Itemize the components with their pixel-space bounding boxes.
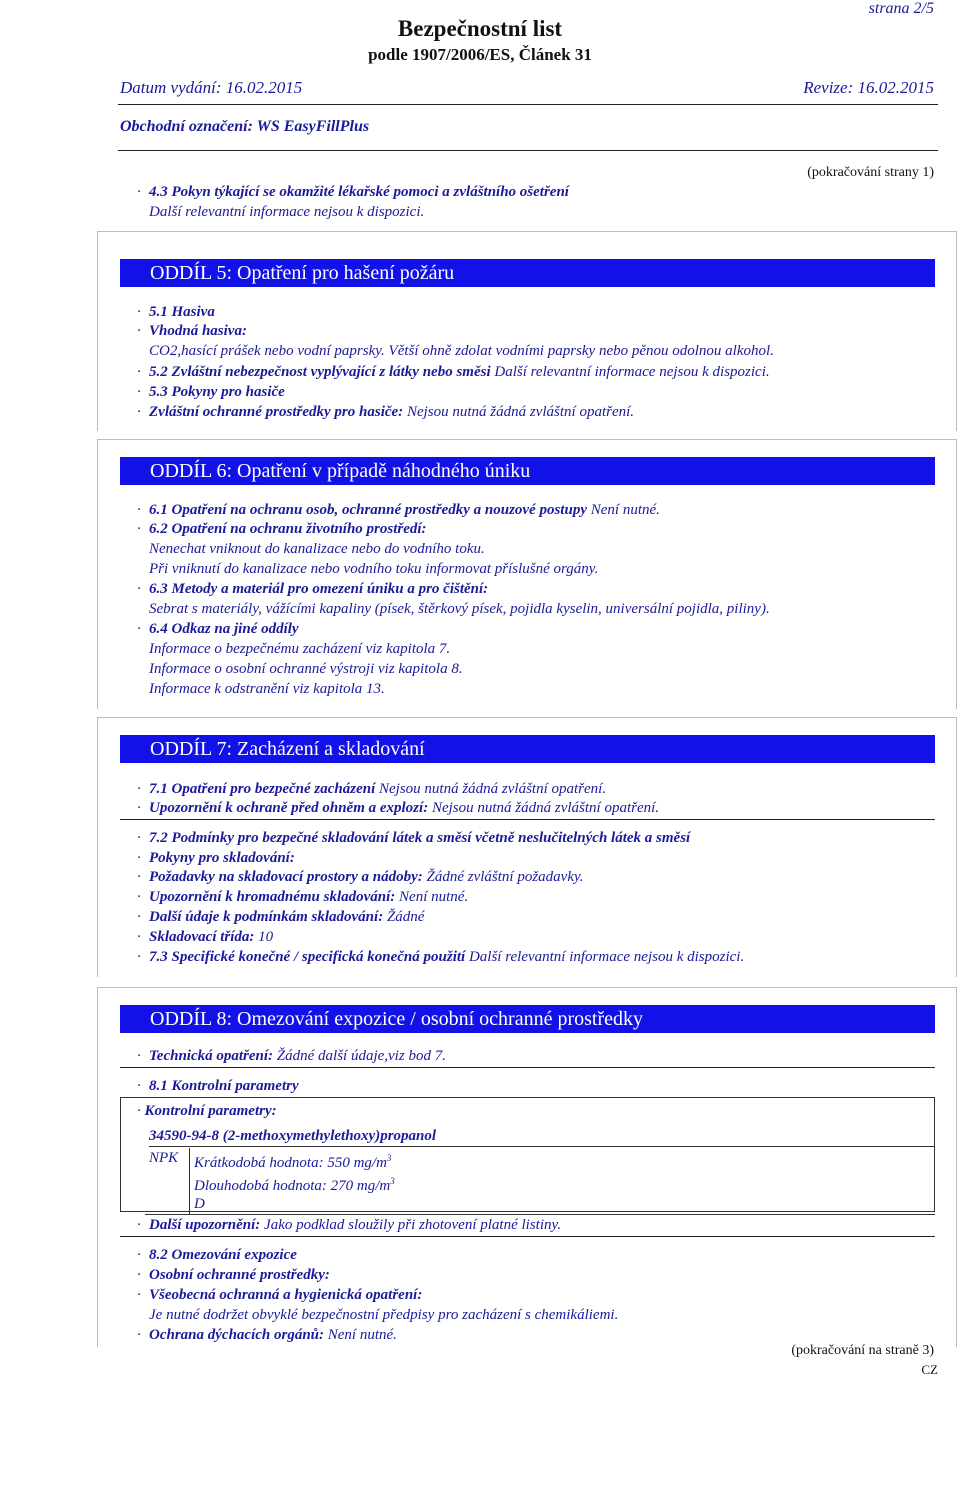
s7-storage-label: Pokyny pro skladování: <box>149 850 295 866</box>
bullet-dot: · <box>137 909 141 925</box>
section-7-title: ODDÍL 7: Zacházení a skladování <box>120 735 935 763</box>
bullet-dot: · <box>137 581 141 597</box>
s7-class-line: Skladovací třída: 10 <box>149 929 274 945</box>
bullet-dot: · <box>137 521 141 537</box>
s7-1-line: 7.1 Opatření pro bezpečné zacházení Nejsou nutná žádná zvláštní opatření. <box>149 781 607 797</box>
npk-cell: NPK <box>145 1148 190 1215</box>
bullet-dot: · <box>137 502 141 518</box>
revision-date: Revize: 16.02.2015 <box>803 78 934 97</box>
d-note: D <box>194 1196 205 1212</box>
bullet-dot: · <box>137 364 141 380</box>
limits-cell <box>190 1148 936 1215</box>
s6-4-text-c: Informace k odstranění viz kapitola 13. <box>149 681 385 697</box>
bullet-dot: · <box>137 184 141 200</box>
s8-hyg-text: Je nutné dodržet obvyklé bezpečnostní předpisy pro zacházení s chemikáliemi. <box>149 1307 619 1323</box>
s5-suitable-text: CO2,hasící prášek nebo vodní paprsky. Větší ohně zdolat vodními paprsky nebo pěnou odolnou alkohol. <box>149 343 774 359</box>
bullet-dot: · <box>137 1217 141 1233</box>
substance-name: 34590-94-8 (2-methoxymethylethoxy)propanol <box>149 1128 437 1144</box>
bullet-dot: · <box>137 1267 141 1283</box>
s7-2-heading: 7.2 Podmínky pro bezpečné skladování látek a směsí včetně neslučitelných látek a směsí <box>149 830 691 846</box>
bullet-dot: · <box>137 889 141 905</box>
page-number: strana 2/5 <box>868 0 934 17</box>
s6-1-line: 6.1 Opatření na ochranu osob, ochranné prostředky a nouzové postupy Není nutné. <box>149 502 660 518</box>
bullet-dot: · <box>137 850 141 866</box>
header-divider-2 <box>118 150 938 151</box>
bullet-dot: · <box>137 781 141 797</box>
bullet-dot: · <box>137 869 141 885</box>
section-6-title: ODDÍL 6: Opatření v případě náhodného úniku <box>120 457 935 485</box>
s6-2-text-a: Nenechat vniknout do kanalizace nebo do vodního toku. <box>149 541 485 557</box>
bullet-dot: · <box>137 1287 141 1303</box>
s7-separator <box>120 819 935 820</box>
s8-resp-line: Ochrana dýchacích orgánů: Není nutné. <box>149 1327 397 1343</box>
s6-2-heading: 6.2 Opatření na ochranu životního prostředí: <box>149 521 427 537</box>
s6-4-text-a: Informace o bezpečnému zacházení viz kapitola 7. <box>149 641 451 657</box>
bullet-dot: · <box>137 830 141 846</box>
bullet-dot: · <box>137 304 141 320</box>
long-term-value: Dlouhodobá hodnota: 270 $mg/m^3$ <box>194 1176 395 1194</box>
bullet-dot: · <box>137 384 141 400</box>
s7-req-line: Požadavky na skladovací prostory a nádoby: Žádné zvláštní požadavky. <box>149 869 584 885</box>
section-8-title: ODDÍL 8: Omezování expozice / osobní ochranné prostředky <box>120 1005 935 1033</box>
s8-2-heading: 8.2 Omezování expozice <box>149 1247 297 1263</box>
section-5-title: ODDÍL 5: Opatření pro hašení požáru <box>120 259 935 287</box>
control-params-label: · Kontrolní parametry: <box>137 1103 277 1119</box>
s7-3-line: 7.3 Specifické konečné / specifická konečná použití Další relevantní informace nejsou k dispozici. <box>149 949 745 965</box>
bullet-dot: · <box>137 949 141 965</box>
language-code: CZ <box>921 1362 938 1377</box>
s5-1-heading: 5.1 Hasiva <box>149 304 215 320</box>
document-subtitle: podle 1907/2006/ES, Článek 31 <box>368 45 592 64</box>
s5-2-line: 5.2 Zvláštní nebezpečnost vyplývající z látky nebo směsi Další relevantní informace nejsou k dispozici. <box>149 364 770 380</box>
bullet-dot: · <box>137 621 141 637</box>
issue-date: Datum vydání: 16.02.2015 <box>120 78 303 97</box>
continued-to: (pokračování na straně 3) <box>791 1343 934 1358</box>
trade-name: Obchodní označení: WS EasyFillPlus <box>120 118 370 135</box>
s8-hyg-label: Všeobecná ochranná a hygienická opatření: <box>149 1287 423 1303</box>
exposure-limits-table <box>145 1148 935 1215</box>
s8-tech-line: Technická opatření: Žádné další údaje,viz bod 7. <box>149 1048 446 1064</box>
header-divider <box>118 104 938 105</box>
short-term-value: Krátkodobá hodnota: 550 $mg/m^3$ <box>194 1153 392 1171</box>
s4-3-heading: 4.3 Pokyn týkající se okamžité lékařské pomoci a zvláštního ošetření <box>149 184 569 200</box>
s7-fire-line: Upozornění k ochraně před ohněm a explozí: Nejsou nutná žádná zvláštní opatření. <box>149 800 660 816</box>
s8-separator-2 <box>120 1236 935 1237</box>
bullet-dot: · <box>137 929 141 945</box>
table-row <box>145 1148 935 1215</box>
s8-ppe-label: Osobní ochranné prostředky: <box>149 1267 330 1283</box>
s6-4-heading: 6.4 Odkaz na jiné oddíly <box>149 621 299 637</box>
s4-3-text: Další relevantní informace nejsou k dispozici. <box>149 204 425 220</box>
continued-from: (pokračování strany 1) <box>807 165 934 180</box>
bullet-dot: · <box>137 323 141 339</box>
s8-add-line: Další upozornění: Jako podklad sloužily při zhotovení platné listiny. <box>149 1217 562 1233</box>
s6-3-heading: 6.3 Metody a materiál pro omezení úniku a pro čištění: <box>149 581 489 597</box>
document-title: Bezpečnostní list <box>397 16 563 41</box>
bullet-dot: · <box>137 404 141 420</box>
bullet-dot: · <box>137 800 141 816</box>
s5-suitable-label: Vhodná hasiva: <box>149 323 247 339</box>
s8-separator <box>120 1067 935 1068</box>
bullet-dot: · <box>137 1327 141 1343</box>
s7-common-line: Upozornění k hromadnému skladování: Není nutné. <box>149 889 469 905</box>
bullet-dot: · <box>137 1078 141 1094</box>
s7-further-line: Další údaje k podmínkám skladování: Žádné <box>149 909 425 925</box>
s5-equip-line: Zvláštní ochranné prostředky pro hasiče: Nejsou nutná žádná zvláštní opatření. <box>149 404 635 420</box>
s6-2-text-b: Při vniknutí do kanalizace nebo vodního toku informovat příslušné orgány. <box>149 561 599 577</box>
s6-3-text: Sebrat s materiály, vážícími kapaliny (písek, štěrkový písek, pojidla kyselin, universální pojidla, piliny). <box>149 601 770 617</box>
s6-4-text-b: Informace o osobní ochranné výstroji viz kapitola 8. <box>149 661 463 677</box>
s8-1-heading: 8.1 Kontrolní parametry <box>149 1078 299 1094</box>
substance-divider <box>149 1146 935 1147</box>
bullet-dot: · <box>137 1247 141 1263</box>
bullet-dot: · <box>137 1048 141 1064</box>
s5-3-heading: 5.3 Pokyny pro hasiče <box>149 384 285 400</box>
